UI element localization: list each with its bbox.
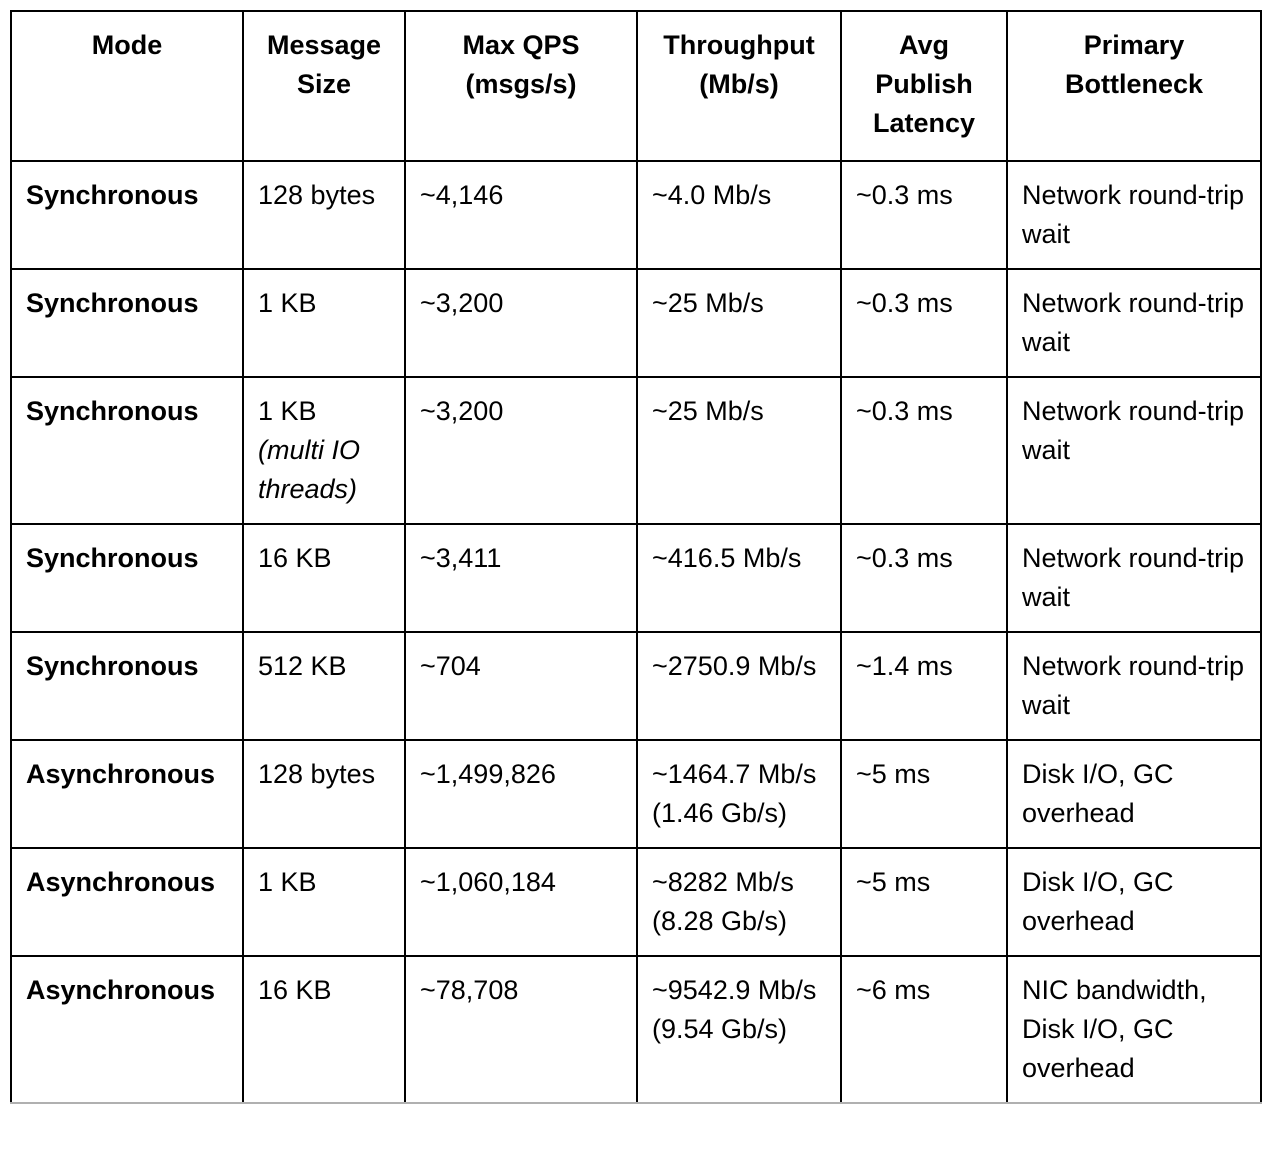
cell-max-qps: ~78,708 bbox=[405, 956, 637, 1103]
cell-mode: Synchronous bbox=[11, 524, 243, 632]
message-size-note: (multi IO threads) bbox=[258, 435, 361, 504]
table-row bbox=[11, 848, 1261, 956]
header-message-size: Message Size bbox=[243, 11, 405, 161]
cell-message-size: 16 KB bbox=[243, 524, 405, 632]
cell-latency: ~1.4 ms bbox=[841, 632, 1007, 740]
cell-message-size: 512 KB bbox=[243, 632, 405, 740]
cell-bottleneck: NIC bandwidth, Disk I/O, GC overhead bbox=[1007, 956, 1261, 1103]
cell-bottleneck: Network round-trip wait bbox=[1007, 524, 1261, 632]
cell-bottleneck: Network round-trip wait bbox=[1007, 161, 1261, 269]
cell-max-qps: ~3,411 bbox=[405, 524, 637, 632]
cell-max-qps: ~704 bbox=[405, 632, 637, 740]
header-mode: Mode bbox=[11, 11, 243, 161]
cell-throughput: ~8282 Mb/s (8.28 Gb/s) bbox=[637, 848, 841, 956]
benchmark-table bbox=[10, 10, 1262, 1104]
cell-max-qps: ~3,200 bbox=[405, 269, 637, 377]
cell-message-size: 1 KB bbox=[243, 269, 405, 377]
cell-throughput: ~9542.9 Mb/s (9.54 Gb/s) bbox=[637, 956, 841, 1103]
cell-max-qps: ~1,060,184 bbox=[405, 848, 637, 956]
header-throughput: Throughput (Mb/s) bbox=[637, 11, 841, 161]
cell-latency: ~5 ms bbox=[841, 740, 1007, 848]
cell-mode: Synchronous bbox=[11, 161, 243, 269]
cell-message-size: 128 bytes bbox=[243, 161, 405, 269]
cell-bottleneck: Disk I/O, GC overhead bbox=[1007, 848, 1261, 956]
cell-throughput: ~25 Mb/s bbox=[637, 269, 841, 377]
table-row bbox=[11, 161, 1261, 269]
cell-throughput: ~2750.9 Mb/s bbox=[637, 632, 841, 740]
cell-mode: Asynchronous bbox=[11, 740, 243, 848]
cell-latency: ~0.3 ms bbox=[841, 377, 1007, 524]
cell-throughput: ~416.5 Mb/s bbox=[637, 524, 841, 632]
cell-max-qps: ~4,146 bbox=[405, 161, 637, 269]
cell-throughput: ~4.0 Mb/s bbox=[637, 161, 841, 269]
message-size-value: 1 KB bbox=[258, 396, 317, 426]
cell-mode: Synchronous bbox=[11, 632, 243, 740]
header-row bbox=[11, 11, 1261, 161]
cell-mode: Synchronous bbox=[11, 269, 243, 377]
header-latency: Avg Publish Latency bbox=[841, 11, 1007, 161]
table-row bbox=[11, 269, 1261, 377]
cell-throughput: ~25 Mb/s bbox=[637, 377, 841, 524]
cell-mode: Synchronous bbox=[11, 377, 243, 524]
cell-throughput: ~1464.7 Mb/s (1.46 Gb/s) bbox=[637, 740, 841, 848]
table-row bbox=[11, 740, 1261, 848]
cell-latency: ~0.3 ms bbox=[841, 524, 1007, 632]
table-row bbox=[11, 524, 1261, 632]
cell-latency: ~6 ms bbox=[841, 956, 1007, 1103]
table-row bbox=[11, 632, 1261, 740]
cell-bottleneck: Network round-trip wait bbox=[1007, 632, 1261, 740]
table-row bbox=[11, 956, 1261, 1103]
cell-message-size: 128 bytes bbox=[243, 740, 405, 848]
cell-bottleneck: Network round-trip wait bbox=[1007, 269, 1261, 377]
header-bottleneck: Primary Bottleneck bbox=[1007, 11, 1261, 161]
cell-message-size: 16 KB bbox=[243, 956, 405, 1103]
cell-message-size: 1 KB bbox=[243, 848, 405, 956]
header-max-qps: Max QPS (msgs/s) bbox=[405, 11, 637, 161]
cell-max-qps: ~3,200 bbox=[405, 377, 637, 524]
cell-mode: Asynchronous bbox=[11, 956, 243, 1103]
cell-latency: ~0.3 ms bbox=[841, 269, 1007, 377]
table-row bbox=[11, 377, 1261, 524]
cell-max-qps: ~1,499,826 bbox=[405, 740, 637, 848]
cell-bottleneck: Disk I/O, GC overhead bbox=[1007, 740, 1261, 848]
cell-message-size bbox=[243, 377, 405, 524]
cell-latency: ~5 ms bbox=[841, 848, 1007, 956]
cell-latency: ~0.3 ms bbox=[841, 161, 1007, 269]
cell-mode: Asynchronous bbox=[11, 848, 243, 956]
cell-bottleneck: Network round-trip wait bbox=[1007, 377, 1261, 524]
